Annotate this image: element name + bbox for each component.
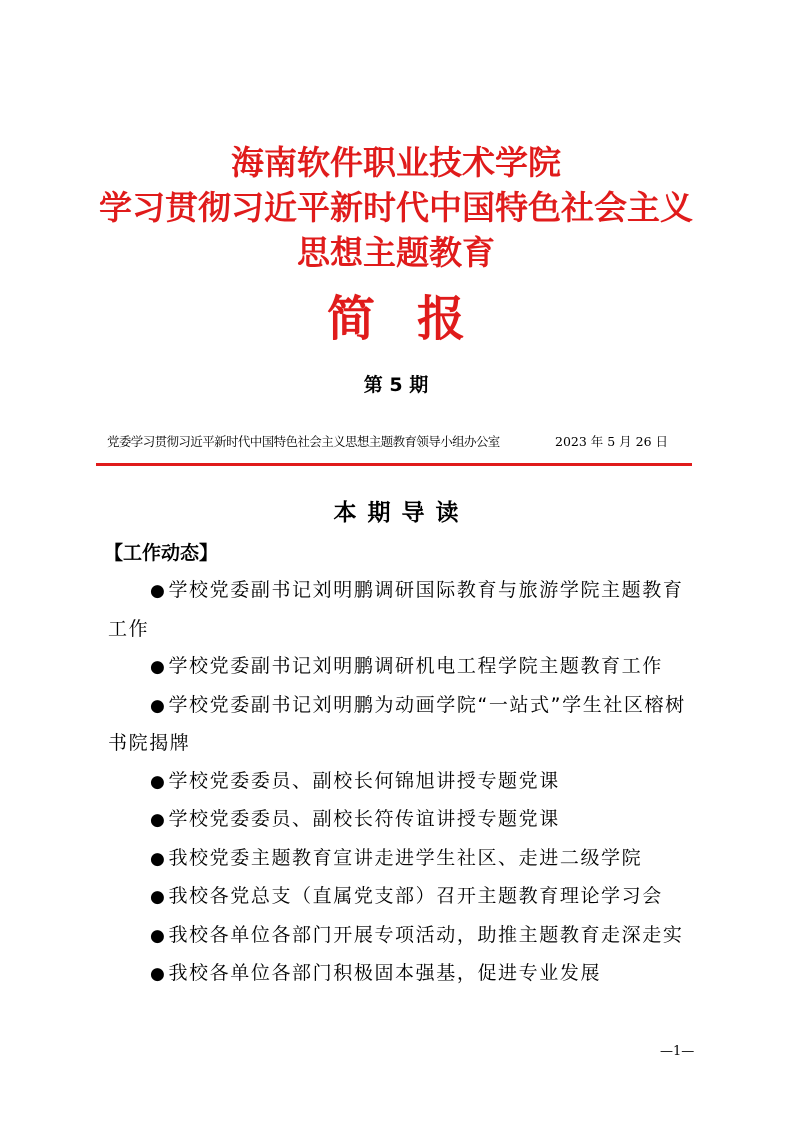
toc-list <box>108 572 696 994</box>
issuer-org: 党委学习贯彻习近平新时代中国特色社会主义思想主题教育领导小组办公室 <box>107 434 500 449</box>
bullet-icon: ● <box>150 964 167 984</box>
toc-item[interactable] <box>108 763 696 802</box>
toc-item[interactable] <box>108 648 696 687</box>
bullet-icon: ● <box>150 695 167 716</box>
toc-item-text: 我校党委主题教育宣讲走进学生社区、走进二级学院 <box>168 846 643 869</box>
bullet-icon: ● <box>150 657 167 677</box>
toc-item[interactable] <box>108 572 696 648</box>
red-divider <box>96 463 692 466</box>
toc-item-text: 我校各党总支（直属党支部）召开主题教育理论学习会 <box>168 885 663 907</box>
toc-item-text: 我校各单位各部门开展专项活动，助推主题教育走深走实 <box>168 923 684 946</box>
bullet-icon: ● <box>150 771 167 792</box>
bulletin-title: 简报 <box>326 291 507 347</box>
toc-title: 本期导读 <box>333 499 470 526</box>
bullet-icon: ● <box>150 925 167 946</box>
bullet-icon: ● <box>150 810 167 830</box>
toc-item[interactable] <box>108 955 696 994</box>
masthead-line-theme: 学习贯彻习近平新时代中国特色社会主义 <box>99 188 693 227</box>
toc-item-text: 学校党委副书记刘明鹏调研国际教育与旅游学院主题教育工作 <box>108 579 684 640</box>
masthead-line-education: 思想主题教育 <box>297 233 495 272</box>
toc-item-text: 学校党委副书记刘明鹏调研机电工程学院主题教育工作 <box>168 655 663 677</box>
bullet-icon: ● <box>150 887 167 907</box>
issue-date: 2023 年 5 月 26 日 <box>555 434 669 449</box>
section-label-work-news: 【工作动态】 <box>104 542 219 564</box>
toc-item-text: 学校党委委员、副校长何锦旭讲授专题党课 <box>168 769 560 792</box>
bullet-icon: ● <box>150 848 167 869</box>
issue-number: 第 5 期 <box>363 374 429 396</box>
masthead <box>0 140 792 275</box>
toc-item-text: 学校党委委员、副校长符传谊讲授专题党课 <box>168 808 560 830</box>
bullet-icon: ● <box>150 581 167 601</box>
toc-item[interactable] <box>108 878 696 917</box>
toc-item[interactable] <box>108 801 696 840</box>
toc-item-text: 我校各单位各部门积极固本强基，促进专业发展 <box>168 962 602 984</box>
toc-item-text: 学校党委副书记刘明鹏为动画学院“一站式”学生社区榕树书院揭牌 <box>108 693 686 754</box>
toc-item[interactable] <box>108 687 696 763</box>
masthead-line-school: 海南软件职业技术学院 <box>231 143 561 182</box>
toc-item[interactable] <box>108 840 696 879</box>
page-number: —1— <box>660 1044 695 1059</box>
toc-item[interactable] <box>108 917 696 956</box>
